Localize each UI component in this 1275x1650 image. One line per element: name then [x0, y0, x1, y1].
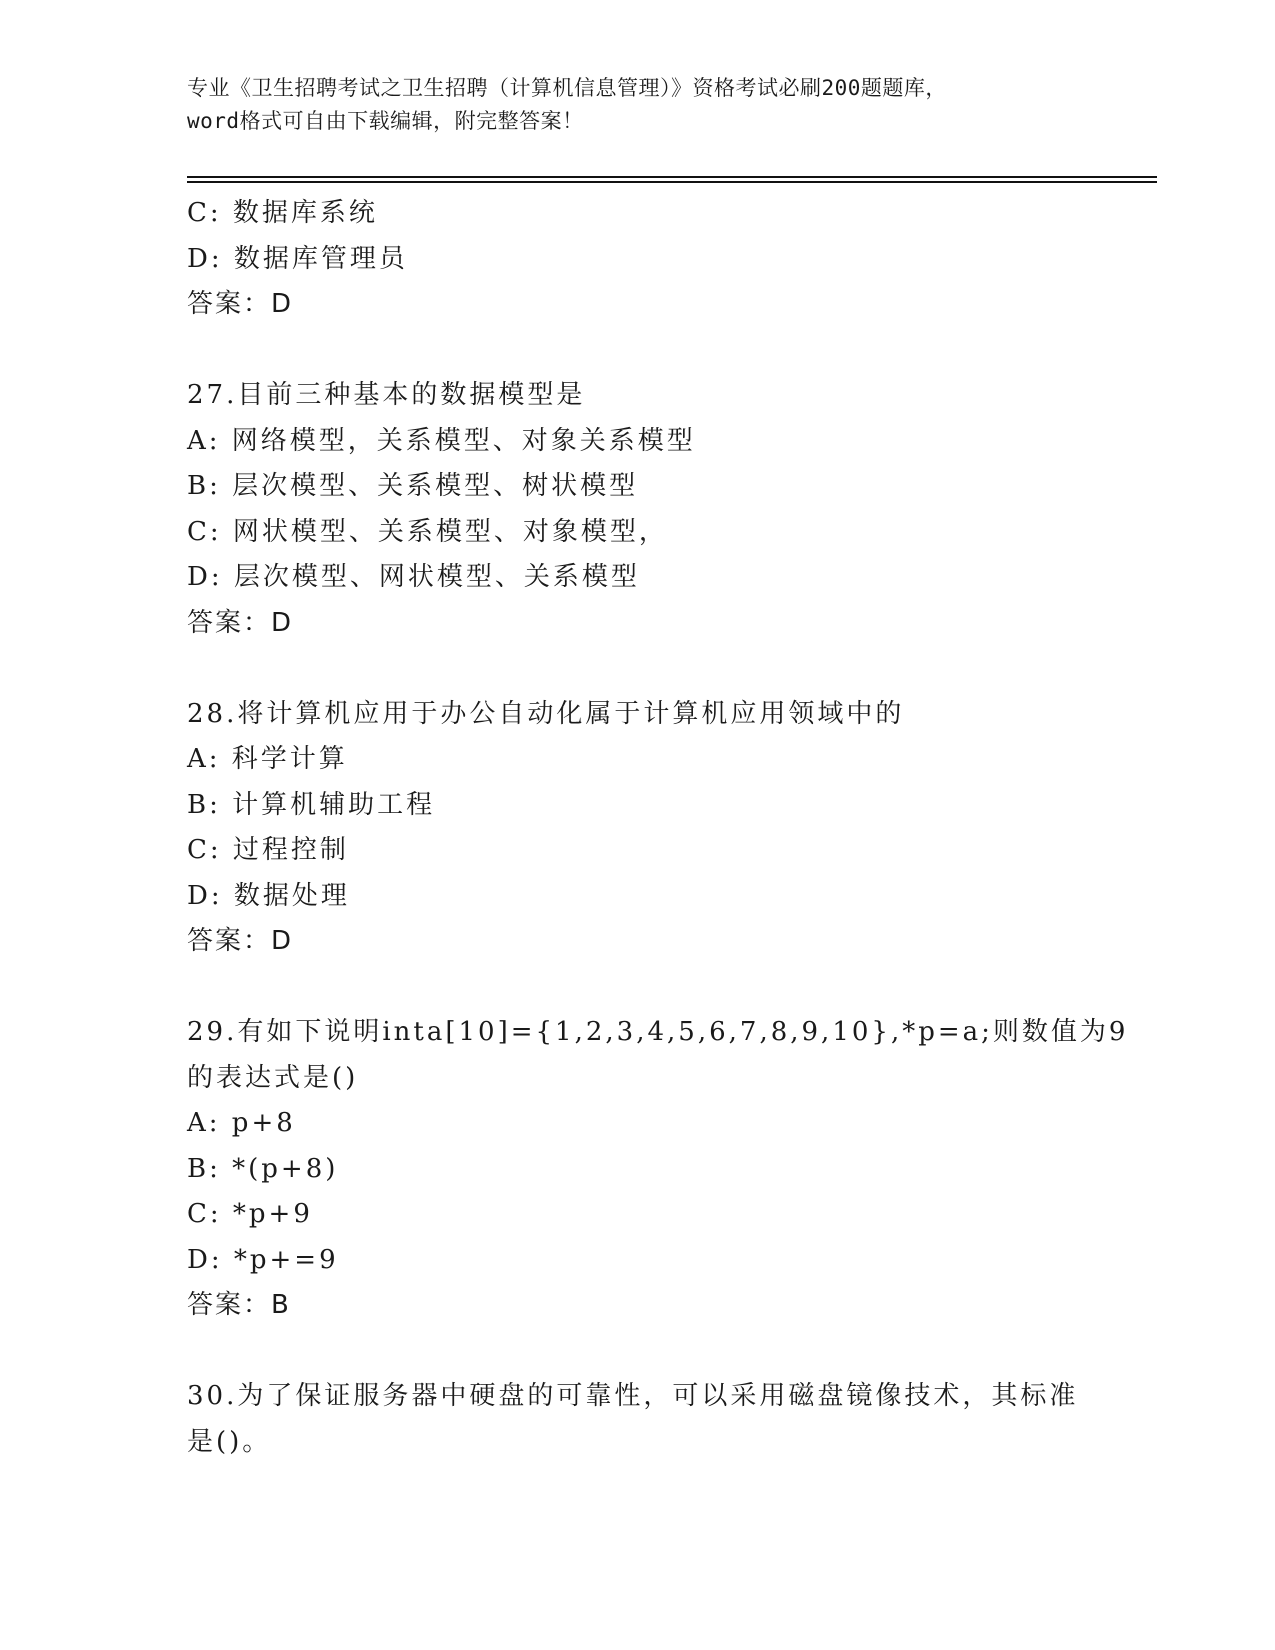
option-d: D: 数据处理 — [187, 880, 350, 911]
option-c: C: 过程控制 — [187, 835, 349, 865]
header-divider-top — [187, 176, 1157, 178]
option-c: C: 数据库系统 — [187, 198, 378, 228]
header-title-line-1: 专业《卫生招聘考试之卫生招聘（计算机信息管理）》资格考试必刷200题题库， — [187, 76, 947, 100]
option-c: C: 网状模型、关系模型、对象模型， — [187, 516, 668, 547]
option-a: A: p+8 — [187, 1108, 296, 1138]
option-a: A: 网络模型，关系模型、对象关系模型 — [187, 425, 696, 456]
spacer — [187, 965, 1087, 1011]
question-text-line-1: 30.为了保证服务器中硬盘的可靠性，可以采用磁盘镜像技术，其标准 — [187, 1381, 1079, 1411]
question-29 — [187, 1010, 1129, 1329]
option-a: A: 科学计算 — [187, 744, 348, 774]
option-b: B: 层次模型、关系模型、树状模型 — [187, 471, 639, 501]
question-26-tail — [187, 191, 1087, 328]
question-text-line-1: 29.有如下说明inta[10]={1,2,3,4,5,6,7,8,9,10},*p=a;则数值为9 — [187, 1017, 1129, 1047]
option-b: B: *(p+8) — [187, 1153, 339, 1184]
question-28 — [187, 692, 1087, 965]
question-text-line-2: 的表达式是() — [187, 1062, 359, 1093]
option-d: D: 层次模型、网状模型、关系模型 — [187, 562, 640, 592]
option-c: C: *p+9 — [187, 1199, 313, 1229]
header-divider-bottom — [187, 181, 1157, 183]
question-list — [187, 191, 1129, 1465]
answer-line: 答案：B — [187, 1290, 291, 1320]
spacer — [187, 328, 1087, 374]
question-text: 27.目前三种基本的数据模型是 — [187, 380, 586, 410]
answer-line: 答案：D — [187, 607, 294, 638]
answer-line: 答案：D — [187, 926, 294, 956]
question-text-line-2: 是()。 — [187, 1426, 272, 1457]
option-b: B: 计算机辅助工程 — [187, 789, 436, 820]
spacer — [187, 1329, 1087, 1375]
question-text: 28.将计算机应用于办公自动化属于计算机应用领域中的 — [187, 698, 905, 729]
spacer — [187, 646, 1087, 692]
answer-line: 答案：D — [187, 289, 294, 319]
document-header — [187, 72, 1087, 138]
option-d: D: 数据库管理员 — [187, 243, 408, 274]
question-30 — [187, 1374, 1087, 1465]
header-title-line-2: word格式可自由下载编辑，附完整答案！ — [187, 109, 584, 133]
question-27 — [187, 373, 1087, 646]
option-d: D: *p+=9 — [187, 1244, 339, 1275]
